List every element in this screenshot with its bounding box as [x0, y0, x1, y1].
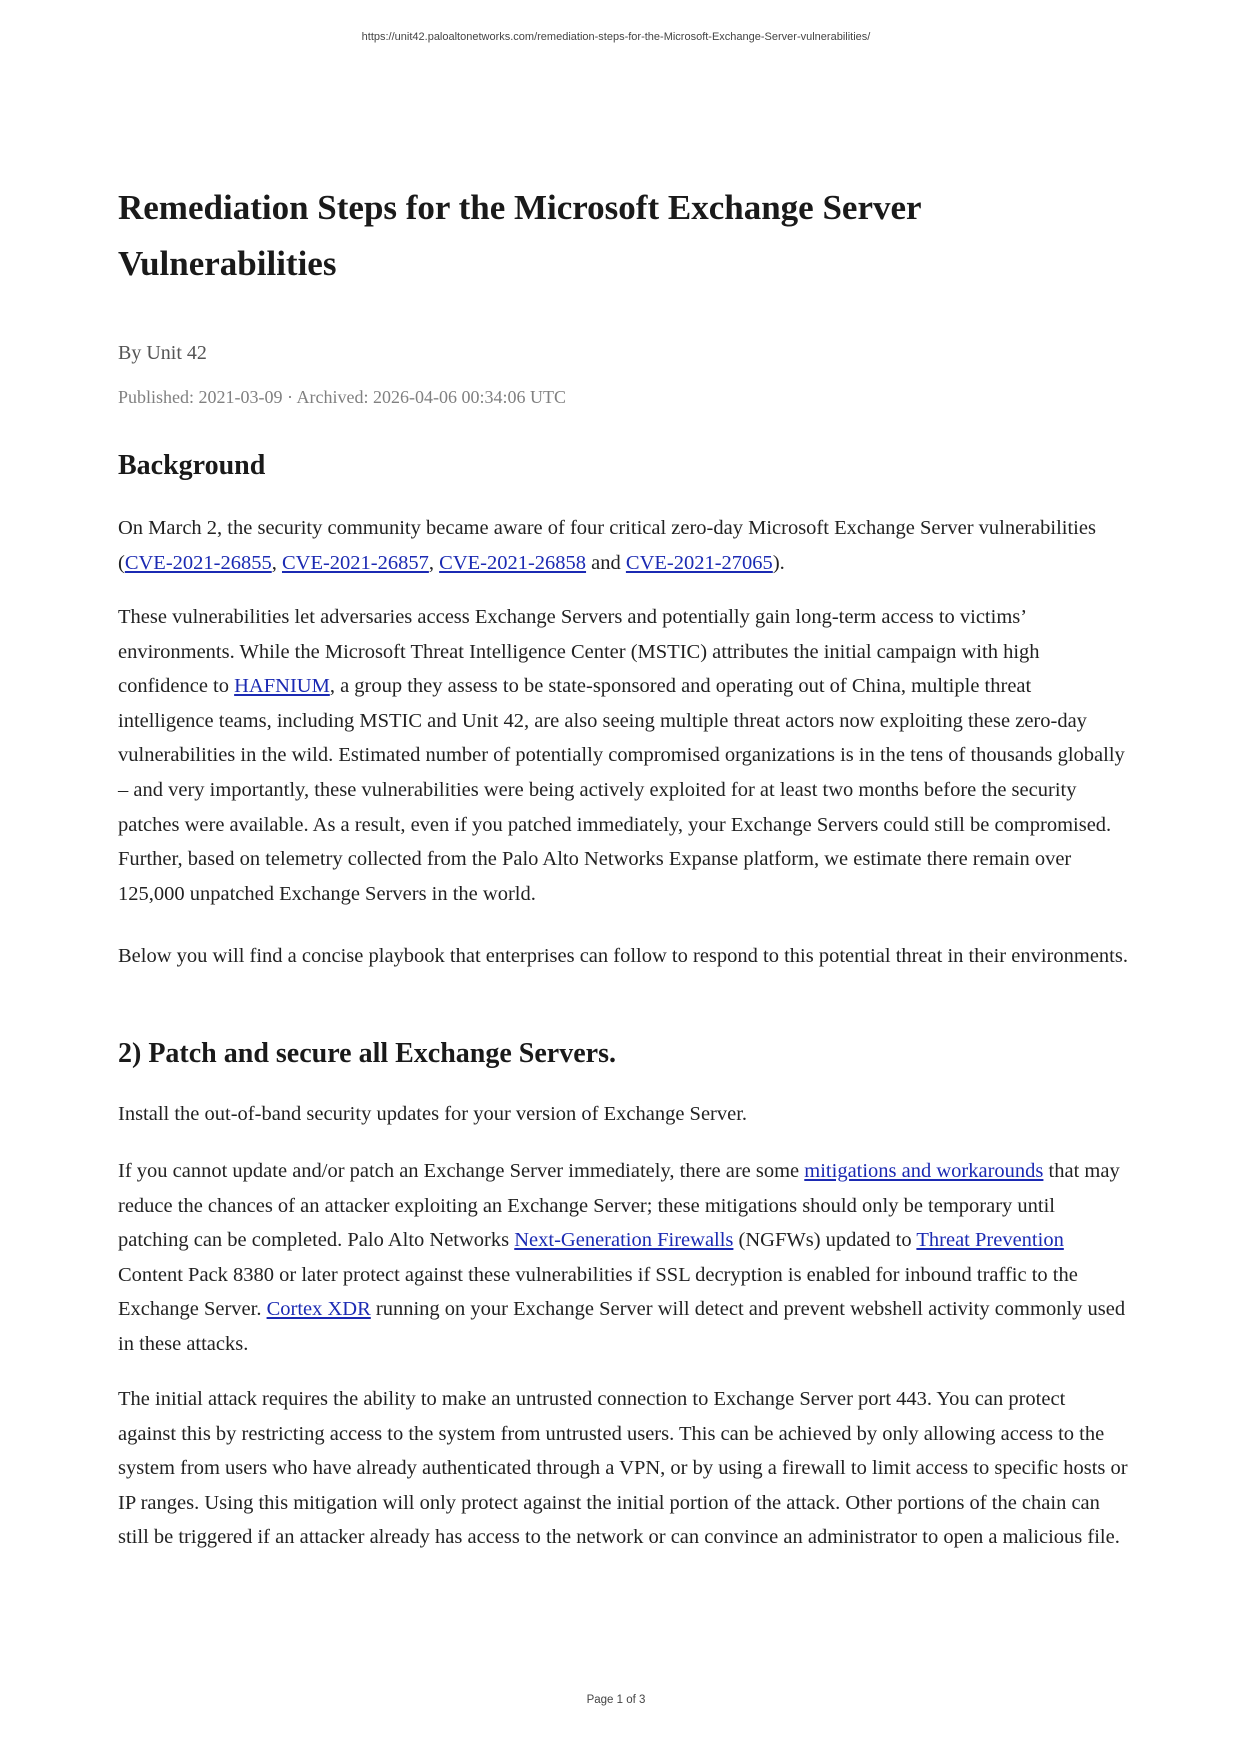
cve-2021-26858-link[interactable]: CVE-2021-26858: [439, 551, 587, 574]
section-heading-patch-and-secure: 2) Patch and secure all Exchange Servers.: [118, 1038, 616, 1069]
patch-paragraph-3: [118, 1382, 1128, 1555]
text: Below you will find a concise playbook that enterprises can follow to respond to this potential threat in their environments.: [118, 945, 1128, 967]
text: On March 2, the security community became aware of four critical zero-day Microsoft Exchange Server vulnerabilities (: [118, 517, 1096, 574]
cve-2021-26857-link[interactable]: CVE-2021-26857: [281, 551, 429, 574]
patch-paragraph-2: [118, 1154, 1128, 1362]
hafnium-link[interactable]: HAFNIUM: [234, 675, 330, 698]
text: , a group they assess to be state-sponsored and operating out of China, multiple threat intelligence teams, including MSTIC and Unit 42, are also seeing multiple threat actors now exploiting these zero-day vulnerabilities in the wild. Estimated number of potentially compromised organizations is in the tens of thousands globally – and very importantly, these vulnerabilities were being actively exploited for at least two months before the security patches were available. As a result, even if you patched immediately, your Exchange Servers could still be compromised. Further, based on telemetry collected from the Palo Alto Networks Expanse platform, we estimate there remain over 125,000 unpatched Exchange Servers in the world.: [118, 675, 1125, 905]
page-number: Page 1 of 3: [586, 1694, 646, 1706]
page-url: https://unit42.paloaltonetworks.com/remediation-steps-for-the-Microsoft-Exchange-Server-vulnerabilities/: [361, 31, 871, 43]
text: ).: [772, 551, 785, 574]
patch-paragraph-1: [118, 1097, 1128, 1132]
mitigations-and-workarounds-link[interactable]: mitigations and workarounds: [804, 1160, 1044, 1182]
threat-prevention-link[interactable]: Threat Prevention: [916, 1229, 1064, 1252]
next-generation-firewalls-link[interactable]: Next-Generation Firewalls: [514, 1229, 734, 1252]
text: If you cannot update and/or patch an Exchange Server immediately, there are some: [118, 1160, 805, 1182]
text: ,: [428, 551, 440, 574]
page-title: Remediation Steps for the Microsoft Exchange Server Vulnerabilities: [118, 188, 921, 283]
section-heading-background: Background: [118, 450, 266, 481]
text: and: [586, 551, 626, 574]
text: Install the out-of-band security updates for your version of Exchange Server.: [118, 1103, 748, 1125]
text: These vulnerabilities let adversaries access Exchange Servers and potentially gain long-term access to victims’ environments. While the Microsoft Threat Intelligence Center (MSTIC) attributes the initial campaign with high confidence to: [118, 606, 1040, 698]
text: that may reduce the chances of an attacker exploiting an Exchange Server; these mitigations should only be temporary until patching can be completed. Palo Alto Networks: [118, 1160, 1120, 1252]
cve-2021-27065-link[interactable]: CVE-2021-27065: [625, 551, 773, 574]
background-paragraph-2: [118, 600, 1128, 911]
text: Content Pack 8380 or later protect against these vulnerabilities if SSL decryption is enabled for inbound traffic to the Exchange Server.: [118, 1263, 1078, 1321]
text: (NGFWs) updated to: [733, 1229, 917, 1252]
text: running on your Exchange Server will detect and prevent webshell activity commonly used in these attacks.: [118, 1298, 1126, 1355]
background-paragraph-3: [118, 939, 1128, 974]
byline: By Unit 42: [118, 342, 207, 364]
text: The initial attack requires the ability to make an untrusted connection to Exchange Server port 443. You can protect against this by restricting access to the system from untrusted users. This can be achieved by only allowing access to the system from users who have already authenticated through a VPN, or by using a firewall to limit access to specific hosts or IP ranges. Using this mitigation will only protect against the initial portion of the attack. Other portions of the chain can still be triggered if an attacker already has access to the network or can convince an administrator to open a malicious file.: [118, 1388, 1128, 1549]
cortex-xdr-link[interactable]: Cortex XDR: [266, 1298, 371, 1321]
publish-meta: Published: 2021-03-09 · Archived: 2026-04-06 00:34:06 UTC: [118, 387, 566, 407]
cve-2021-26855-link[interactable]: CVE-2021-26855: [124, 551, 272, 574]
background-paragraph-1: [118, 511, 1128, 580]
text: ,: [271, 551, 282, 574]
